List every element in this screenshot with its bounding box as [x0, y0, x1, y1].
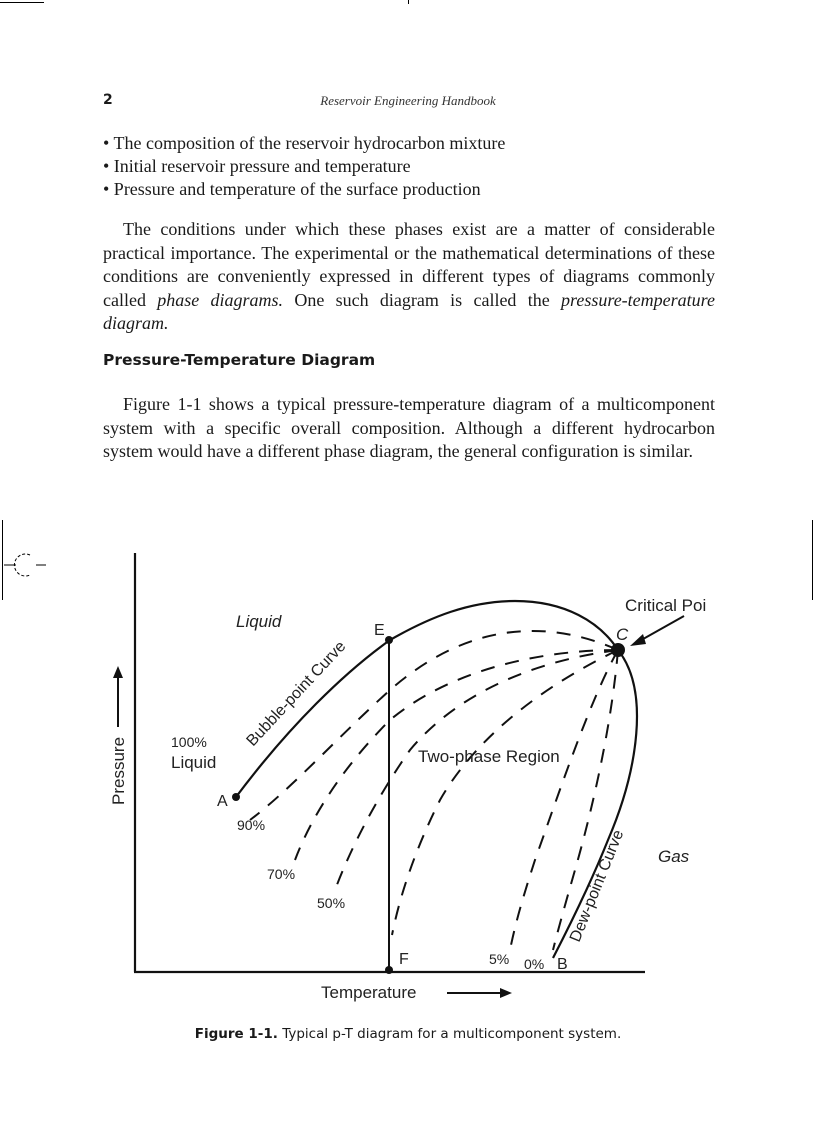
caption-label: Figure 1-1. — [194, 1026, 278, 1042]
label-90-pct: 90% — [237, 817, 266, 833]
critical-point-marker — [611, 643, 625, 657]
label-bubble-curve: Bubble-point Curve — [243, 637, 350, 750]
trim-mark-top — [0, 2, 44, 3]
paragraph-text: The conditions under which these phases exist are a matter of considerable practical importance. The experimental or the mathematical determinations of these conditions are conveniently expressed in different types of diagrams commonly called — [103, 219, 715, 310]
label-gas-region: Gas — [658, 847, 690, 866]
caption-text: Typical p-T diagram for a multicomponent system. — [277, 1026, 622, 1042]
bullet-list — [103, 132, 723, 201]
label-70-pct: 70% — [267, 866, 296, 882]
figure-caption — [0, 1026, 816, 1042]
emphasis-phase-diagrams: phase diagrams. — [157, 289, 284, 310]
paragraph-figure-intro: Figure 1-1 shows a typical pressure-temperature diagram of a multicomponent system with a specific overall composition. Although a different hydrocarbon system would have a different phase diagram, the general configuration is similar. — [103, 394, 715, 462]
label-dew-curve: Dew-point Curve — [566, 827, 628, 945]
critical-arrow-head — [630, 634, 646, 646]
label-100-pct: 100% — [171, 734, 207, 750]
label-0-pct: 0% — [524, 956, 545, 972]
section-heading: Pressure-Temperature Diagram — [103, 351, 376, 369]
label-two-phase-region: Two-phase Region — [418, 747, 560, 766]
label-point-b: B — [557, 956, 568, 973]
label-critical-point: Critical Poi — [625, 596, 707, 615]
quality-line-50 — [335, 650, 618, 890]
label-point-a: A — [217, 793, 228, 810]
y-axis-title: Pressure — [109, 736, 128, 805]
label-liquid-region: Liquid — [236, 612, 282, 631]
paragraph-text: One such diagram is called the — [283, 289, 562, 310]
trim-mark-top-right — [408, 0, 409, 4]
running-title: Reservoir Engineering Handbook — [320, 93, 496, 108]
x-axis-arrow-head — [500, 988, 512, 998]
label-point-e: E — [374, 622, 385, 639]
point-e-marker — [385, 636, 393, 644]
y-axis-arrow-head — [113, 666, 123, 678]
label-point-c: C — [616, 625, 629, 644]
label-point-f: F — [399, 951, 409, 968]
label-5-pct: 5% — [489, 951, 510, 967]
bullet-item: • Initial reservoir pressure and temperature — [103, 156, 411, 176]
point-a-marker — [232, 793, 240, 801]
quality-line-5 — [510, 650, 618, 950]
emphasis-pt-diagram: pressure-temperature diagram. — [103, 289, 715, 334]
bullet-item: • The composition of the reservoir hydrocarbon mixture — [103, 133, 506, 153]
paragraph-conditions — [103, 218, 715, 336]
label-100-liquid: Liquid — [171, 753, 217, 772]
label-50-pct: 50% — [317, 895, 346, 911]
page-number: 2 — [103, 92, 113, 108]
bullet-item: • Pressure and temperature of the surface production — [103, 179, 481, 199]
x-axis-title: Temperature — [321, 983, 417, 1002]
pt-diagram-figure — [0, 540, 816, 1010]
point-f-marker — [385, 966, 393, 974]
